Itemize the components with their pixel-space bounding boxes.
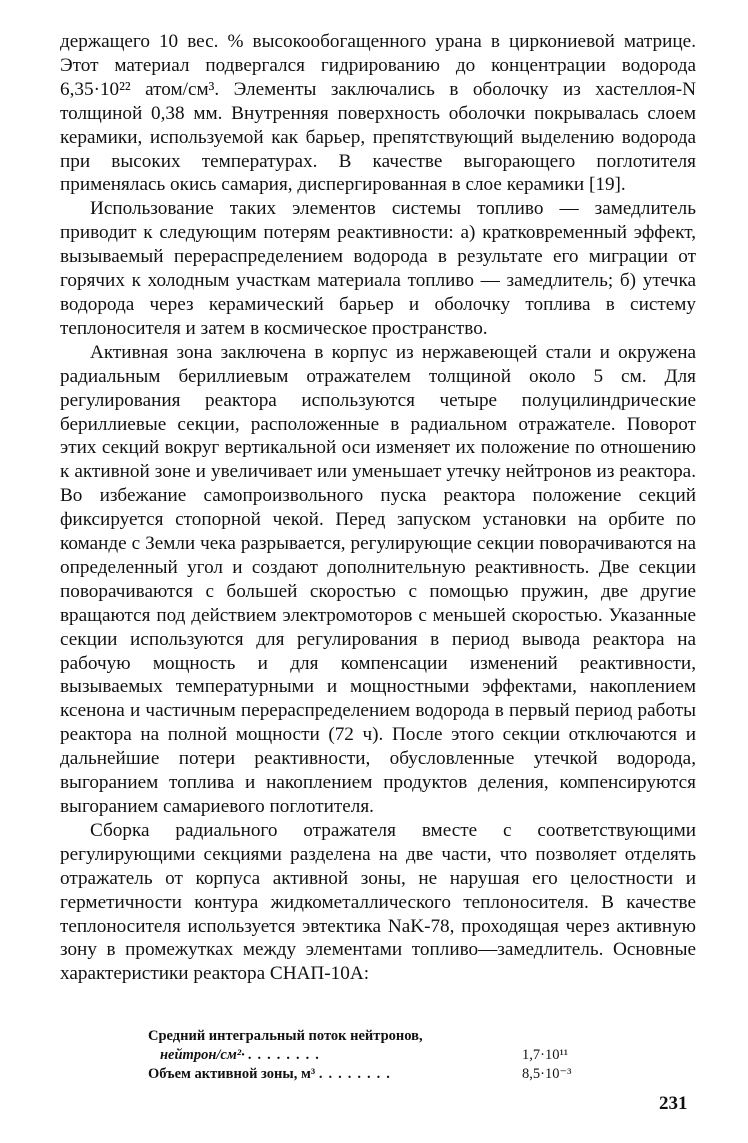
paragraph-2: Использование таких элементов системы топливо — замедлитель приводит к следующим потерям реактивности: а) кратковременный эффект, вызываемый перераспределением водорода в результате его миграции от горячих к холодным участкам материала топливо — замедлитель; б) утечка водорода через керамический барьер и оболочку топлива в систему теплоносителя и затем в космическое пространство.: [60, 198, 696, 339]
paragraph-3: Активная зона заключена в корпус из нержавеющей стали и окружена радиальным бериллиевым отражателем толщиной около 5 см. Для регулирования реактора используются четыре полуцилиндрические бериллиевые секции, расположенные в радиальном отражателе. Поворот этих секций вокруг вертикальной оси изменяет их положение по отношению к активной зоне и увеличивает или уменьшает утечку нейтронов из реактора. Во избежание самопроизвольного пуска реактора положение секций фиксируется стопорной чекой. Перед запуском установки на орбите по команде с Земли чека разрывается, регулирующие секции поворачиваются на определенный угол и создают дополнительную реактивность. Две секции поворачиваются с большей скоростью с помощью пружин, две другие вращаются под действием электромоторов с меньшей скоростью. Указанные секции используются для регулирования в период вывода реактора на рабочую мощность и для компенсации изменений реактивности, вызываемых температурными и мощностными эффектами, накоплением ксенона и частичным перераспределением водорода в первый период работы реактора на полной мощности (72 ч). После этого секции отключаются и дальнейшие потери реактивности, обусловленные утечкой водорода, выгоранием топлива и накоплением продуктов деления, компенсируются выгоранием самариевого поглотителя.: [60, 341, 696, 817]
spec-unit-label: [160, 1046, 325, 1065]
spec-label-core-volume: [148, 1065, 396, 1084]
spec-row-neutron-flux: [148, 1046, 578, 1065]
spec-value-core-volume: 8,5·10⁻³: [522, 1066, 572, 1082]
leader-dots: ........: [248, 1047, 326, 1063]
page-number: 231: [659, 1093, 688, 1114]
leader-dots: ........: [318, 1066, 396, 1082]
spec-label: Средний интегральный поток нейтронов,: [148, 1028, 423, 1044]
page-body: [60, 30, 696, 986]
reactor-characteristics-list: [148, 1027, 578, 1084]
paragraph-1: держащего 10 вес. % высокообогащенного урана в циркониевой матрице. Этот материал подвергался гидрированию до концентрации водорода 6,35·10²² атом/см³. Элементы заключались в оболочку из хастеллоя-N толщиной 0,38 мм. Внутренняя поверхность оболочки покрывалась слоем керамики, используемой как барьер, препятствующий выделению водорода при высоких температурах. В качестве выгорающего поглотителя применялась окись самария, диспергированная в слое керамики [19].: [60, 31, 696, 196]
spec-unit-text: нейтрон/см²·: [160, 1047, 245, 1063]
spec-row-neutron-flux-title: [148, 1027, 578, 1046]
spec-core-volume-text: Объем активной зоны, м³: [148, 1066, 316, 1082]
paragraph-4: Сборка радиального отражателя вместе с соответствующими регулирующими секциями разделена на две части, что позволяет отделять отражатель от корпуса активной зоны, не нарушая его целостности и герметичности контура жидкометаллического теплоносителя. В качестве теплоносителя используется эвтектика NaK-78, проходящая через активную зону в промежутках между элементами топливо—замедлитель. Основные характеристики реактора СНАП-10А:: [60, 819, 696, 985]
spec-row-core-volume: [148, 1065, 578, 1084]
spec-value-neutron-flux: 1,7·10¹¹: [522, 1047, 569, 1063]
